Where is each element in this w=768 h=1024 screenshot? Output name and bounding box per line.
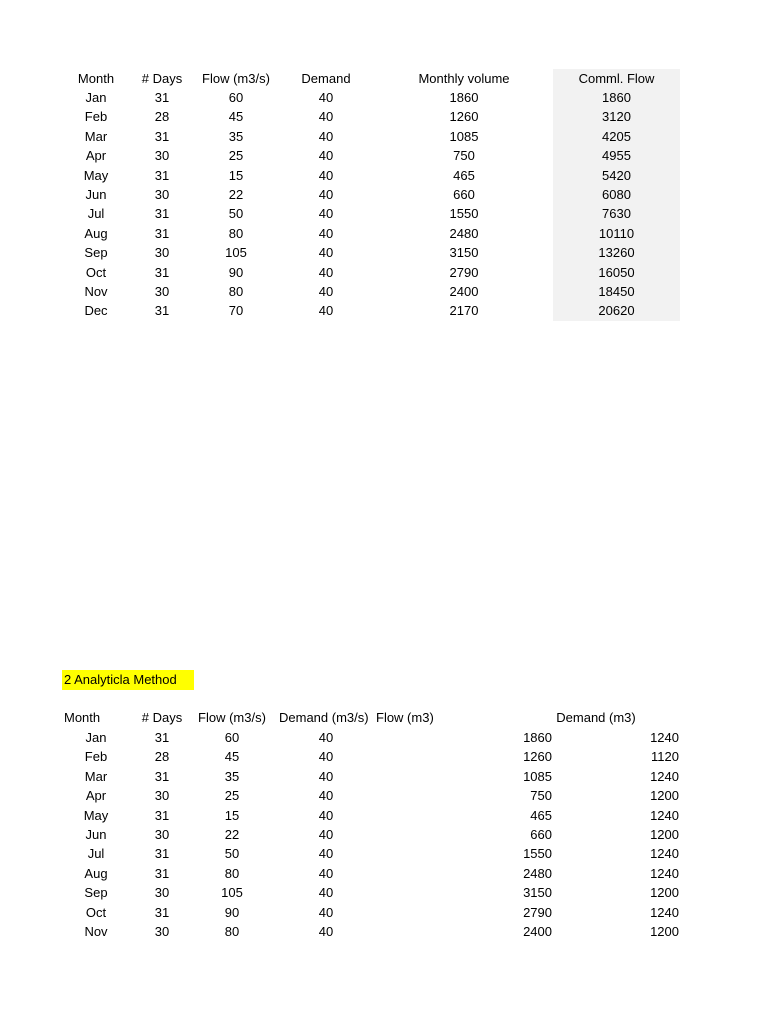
table2-cell-demand-m3: 1200 bbox=[650, 924, 679, 939]
table1-cell-days: 31 bbox=[154, 128, 170, 144]
table1-header-cumulative-flow: Comml. Flow bbox=[578, 71, 655, 86]
table2-row bbox=[0, 747, 768, 766]
table2-cell-flow-m3s: 90 bbox=[224, 904, 240, 920]
table1-header-demand: Demand bbox=[301, 71, 351, 86]
table1-cell-demand: 40 bbox=[318, 264, 334, 280]
table2-cell-month: May bbox=[83, 807, 109, 823]
table1-cell-month: Oct bbox=[85, 264, 107, 280]
table1-row bbox=[0, 127, 768, 146]
table2-cell-demand-m3s: 40 bbox=[318, 827, 334, 842]
table1-cell-flow: 90 bbox=[228, 264, 244, 280]
table1-cell-monthly-volume: 750 bbox=[453, 148, 475, 164]
table2-row bbox=[0, 786, 768, 805]
table2-cell-flow-m3s: 22 bbox=[224, 827, 240, 842]
table1-row bbox=[0, 301, 768, 320]
table1-cell-flow: 80 bbox=[228, 225, 244, 241]
table2-cell-flow-m3: 660 bbox=[530, 827, 552, 842]
table2-cell-days: 30 bbox=[154, 885, 170, 901]
table1-row bbox=[0, 166, 768, 185]
table1-header-flow: Flow (m3/s) bbox=[202, 71, 270, 86]
table1-cell-flow: 60 bbox=[228, 90, 244, 105]
table1-cell-month: May bbox=[83, 167, 109, 183]
table1-cell-days: 28 bbox=[154, 109, 170, 125]
table1-header-monthly-volume: Monthly volume bbox=[418, 71, 510, 86]
table2-header-demand-m3s: Demand (m3/s) bbox=[279, 710, 369, 725]
table2-header-flow-m3: Flow (m3) bbox=[376, 710, 434, 725]
table1-cell-days: 30 bbox=[154, 148, 170, 164]
table1-cell-monthly-volume: 1085 bbox=[449, 128, 479, 144]
table2-cell-flow-m3s: 15 bbox=[224, 807, 240, 823]
table2-cell-demand-m3s: 40 bbox=[318, 730, 334, 745]
table2-row bbox=[0, 806, 768, 825]
table1-cell-monthly-volume: 660 bbox=[453, 187, 475, 202]
table1-cell-days: 31 bbox=[154, 167, 170, 183]
table2-cell-demand-m3: 1200 bbox=[650, 827, 679, 842]
table1-cell-cumulative-flow: 6080 bbox=[602, 187, 631, 202]
table1-cell-month: Feb bbox=[84, 109, 108, 125]
table2-row bbox=[0, 864, 768, 883]
table2-cell-demand-m3: 1240 bbox=[650, 807, 679, 823]
table1-cell-monthly-volume: 1550 bbox=[449, 206, 479, 222]
table1-cell-days: 30 bbox=[154, 187, 170, 202]
table1-cell-demand: 40 bbox=[318, 109, 334, 125]
table1-row bbox=[0, 263, 768, 282]
table1-cell-cumulative-flow: 10110 bbox=[598, 225, 635, 241]
table1-cell-days: 30 bbox=[154, 245, 170, 261]
table1-cell-demand: 40 bbox=[318, 206, 334, 222]
table1-header-row bbox=[0, 69, 768, 88]
table1-cell-flow: 70 bbox=[228, 303, 244, 319]
table1-cell-cumulative-flow: 4955 bbox=[602, 148, 631, 164]
table1-cell-flow: 50 bbox=[228, 206, 244, 222]
table2-cell-days: 31 bbox=[154, 807, 170, 823]
table1-cell-cumulative-flow: 4205 bbox=[602, 128, 631, 144]
table2-header-demand-m3: Demand (m3) bbox=[556, 710, 636, 725]
table2-header-row bbox=[0, 708, 768, 727]
table2-cell-month: Mar bbox=[84, 768, 108, 784]
table1-cell-demand: 40 bbox=[318, 90, 334, 105]
table1-row bbox=[0, 146, 768, 165]
table2-cell-month: Apr bbox=[85, 788, 107, 804]
table1-cell-days: 31 bbox=[154, 303, 170, 319]
table1-cell-days: 31 bbox=[154, 206, 170, 222]
table1-cell-flow: 35 bbox=[228, 128, 244, 144]
table1-cell-demand: 40 bbox=[318, 225, 334, 241]
table2-row bbox=[0, 883, 768, 902]
table1-cell-monthly-volume: 2400 bbox=[449, 284, 479, 299]
table2-cell-demand-m3: 1240 bbox=[650, 865, 679, 881]
table2-cell-demand-m3s: 40 bbox=[318, 904, 334, 920]
section-title-text: 2 Analyticla Method bbox=[64, 672, 177, 687]
table1-cell-cumulative-flow: 5420 bbox=[602, 167, 631, 183]
table1-header-month: Month bbox=[77, 71, 115, 86]
table1-cell-cumulative-flow: 20620 bbox=[598, 303, 635, 319]
table1-cell-demand: 40 bbox=[318, 284, 334, 299]
table1-cell-cumulative-flow: 18450 bbox=[598, 284, 635, 299]
table1-cell-flow: 25 bbox=[228, 148, 244, 164]
table2-cell-days: 30 bbox=[154, 924, 170, 939]
section-title bbox=[62, 670, 194, 690]
table2-cell-flow-m3: 1860 bbox=[523, 730, 552, 745]
table1-cell-monthly-volume: 2170 bbox=[449, 303, 479, 319]
table1-cell-monthly-volume: 1860 bbox=[449, 90, 479, 105]
table2-cell-days: 30 bbox=[154, 788, 170, 804]
table2-cell-flow-m3s: 80 bbox=[224, 865, 240, 881]
table1-row bbox=[0, 204, 768, 223]
table2-cell-flow-m3: 3150 bbox=[523, 885, 552, 901]
table2-cell-demand-m3: 1240 bbox=[650, 846, 679, 862]
table1-row bbox=[0, 282, 768, 301]
table2-cell-flow-m3: 2400 bbox=[523, 924, 552, 939]
table2-cell-days: 31 bbox=[154, 846, 170, 862]
table2-cell-flow-m3s: 35 bbox=[224, 768, 240, 784]
table1-cell-flow: 45 bbox=[228, 109, 244, 125]
table2-cell-demand-m3s: 40 bbox=[318, 749, 334, 765]
table2-cell-flow-m3s: 45 bbox=[224, 749, 240, 765]
table2-header-days: # Days bbox=[141, 710, 183, 725]
table1-cell-month: Aug bbox=[84, 225, 108, 241]
table2-cell-demand-m3: 1200 bbox=[650, 885, 679, 901]
table2-cell-days: 31 bbox=[154, 865, 170, 881]
table2-cell-flow-m3: 2790 bbox=[523, 904, 552, 920]
table2-row bbox=[0, 922, 768, 941]
table1-row bbox=[0, 224, 768, 243]
table2-row bbox=[0, 767, 768, 786]
table2-cell-demand-m3s: 40 bbox=[318, 846, 334, 862]
table2-header-flow-m3s: Flow (m3/s) bbox=[198, 710, 266, 725]
table2-cell-month: Jun bbox=[85, 827, 107, 842]
table1-cell-monthly-volume: 2480 bbox=[449, 225, 479, 241]
table2-cell-month: Aug bbox=[84, 865, 108, 881]
table2-cell-demand-m3s: 40 bbox=[318, 924, 334, 939]
table1-cell-month: Nov bbox=[84, 284, 108, 299]
table2-cell-demand-m3s: 40 bbox=[318, 885, 334, 901]
table1-cell-monthly-volume: 465 bbox=[453, 167, 475, 183]
table1-cell-demand: 40 bbox=[318, 148, 334, 164]
table1-cell-flow: 22 bbox=[228, 187, 244, 202]
table1-cell-demand: 40 bbox=[318, 245, 334, 261]
table2-cell-demand-m3: 1200 bbox=[650, 788, 679, 804]
table1-cell-demand: 40 bbox=[318, 187, 334, 202]
table2-cell-demand-m3s: 40 bbox=[318, 807, 334, 823]
table2-cell-demand-m3: 1240 bbox=[650, 904, 679, 920]
table2-cell-month: Jan bbox=[85, 730, 107, 745]
table1-cell-month: Dec bbox=[84, 303, 108, 319]
table1-cell-cumulative-flow: 16050 bbox=[598, 264, 635, 280]
table2-row bbox=[0, 844, 768, 863]
table1-cell-monthly-volume: 2790 bbox=[449, 264, 479, 280]
table2-cell-flow-m3s: 105 bbox=[221, 885, 243, 901]
table2-cell-flow-m3s: 25 bbox=[224, 788, 240, 804]
table2-cell-demand-m3s: 40 bbox=[318, 768, 334, 784]
table1-cell-month: Jun bbox=[85, 187, 107, 202]
table1-cell-cumulative-flow: 7630 bbox=[602, 206, 631, 222]
table1-row bbox=[0, 185, 768, 204]
table2-cell-month: Feb bbox=[84, 749, 108, 765]
table1-cell-cumulative-flow: 3120 bbox=[602, 109, 631, 125]
table2-cell-flow-m3: 465 bbox=[530, 807, 552, 823]
table2-cell-days: 30 bbox=[154, 827, 170, 842]
table2-row bbox=[0, 825, 768, 844]
table2-cell-month: Oct bbox=[85, 904, 107, 920]
table2-cell-flow-m3: 1550 bbox=[523, 846, 552, 862]
table2-row bbox=[0, 728, 768, 747]
table1-cell-flow: 15 bbox=[228, 167, 244, 183]
table2-cell-demand-m3: 1240 bbox=[650, 768, 679, 784]
table1-cell-month: Apr bbox=[85, 148, 107, 164]
table1-header-days: # Days bbox=[141, 71, 183, 86]
table1-cell-demand: 40 bbox=[318, 167, 334, 183]
table1-cell-cumulative-flow: 1860 bbox=[602, 90, 631, 105]
table1-cell-month: Sep bbox=[84, 245, 108, 261]
table1-cell-flow: 105 bbox=[225, 245, 247, 261]
table2-cell-days: 31 bbox=[154, 730, 170, 745]
table1-cell-demand: 40 bbox=[318, 303, 334, 319]
table1-cell-flow: 80 bbox=[228, 284, 244, 299]
table2-cell-demand-m3s: 40 bbox=[318, 788, 334, 804]
table2-cell-flow-m3s: 50 bbox=[224, 846, 240, 862]
table2-cell-demand-m3: 1240 bbox=[650, 730, 679, 745]
table2-header-month: Month bbox=[64, 710, 101, 725]
table1-cell-month: Jul bbox=[87, 206, 105, 222]
table1-cell-days: 30 bbox=[154, 284, 170, 299]
table2-cell-month: Nov bbox=[84, 924, 108, 939]
table1-cell-days: 31 bbox=[154, 264, 170, 280]
table1-row bbox=[0, 88, 768, 107]
table1-cell-month: Jan bbox=[85, 90, 107, 105]
table1-cell-monthly-volume: 1260 bbox=[449, 109, 479, 125]
table2-cell-flow-m3: 2480 bbox=[523, 865, 552, 881]
table2-cell-days: 31 bbox=[154, 768, 170, 784]
table1-row bbox=[0, 107, 768, 126]
table1-cell-demand: 40 bbox=[318, 128, 334, 144]
table2-cell-flow-m3: 1085 bbox=[523, 768, 552, 784]
table2-cell-demand-m3s: 40 bbox=[318, 865, 334, 881]
table1-cell-cumulative-flow: 13260 bbox=[598, 245, 635, 261]
table2-cell-flow-m3: 1260 bbox=[523, 749, 552, 765]
table2-row bbox=[0, 903, 768, 922]
table2-cell-flow-m3s: 80 bbox=[224, 924, 240, 939]
table1-cell-days: 31 bbox=[154, 225, 170, 241]
table1-row bbox=[0, 243, 768, 262]
table2-cell-demand-m3: 1120 bbox=[651, 749, 679, 765]
table2-cell-days: 31 bbox=[154, 904, 170, 920]
table2-cell-month: Jul bbox=[87, 846, 105, 862]
table2-cell-month: Sep bbox=[84, 885, 108, 901]
table2-cell-flow-m3: 750 bbox=[530, 788, 552, 804]
table1-cell-month: Mar bbox=[84, 128, 108, 144]
table2-cell-flow-m3s: 60 bbox=[224, 730, 240, 745]
table1-cell-days: 31 bbox=[154, 90, 170, 105]
table1-cell-monthly-volume: 3150 bbox=[449, 245, 479, 261]
table2-cell-days: 28 bbox=[154, 749, 170, 765]
